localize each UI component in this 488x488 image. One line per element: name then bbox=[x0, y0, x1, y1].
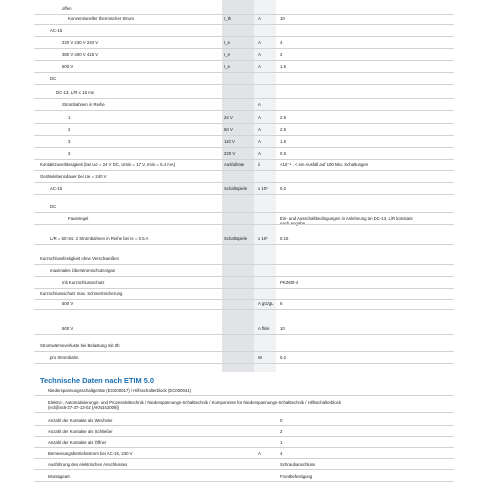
row-symbol: 60 V bbox=[224, 127, 233, 132]
row-label: maximales Überstromschutzorgan bbox=[50, 268, 116, 273]
row-value: 0.2 bbox=[280, 186, 286, 191]
etim-row-value: 1 bbox=[280, 440, 283, 445]
row-value: 10 bbox=[280, 16, 285, 21]
row-value: PKZM0-4 bbox=[280, 280, 299, 285]
row-value: 4 bbox=[280, 40, 283, 45]
row-value: <10⁻⁸ , < ein Ausfall auf 100 Mio. Schaltungen bbox=[280, 162, 369, 167]
etim-row-label: Anzahl der Kontakte als Wechsler bbox=[48, 418, 113, 423]
row-value: 1.5 bbox=[280, 139, 286, 144]
row-divider bbox=[34, 363, 454, 364]
row-divider bbox=[34, 60, 454, 61]
row-label: 2 bbox=[68, 127, 71, 132]
row-label: Stromwärmeverluste bei Belastung mit Ith bbox=[40, 343, 120, 348]
row-label: 1 bbox=[68, 115, 71, 120]
etim-row-label: (ecl@ss8-27-37-13-02 [AKN342009]) bbox=[48, 405, 119, 410]
row-symbol: I_th bbox=[224, 16, 232, 21]
row-label: 500 V bbox=[62, 64, 74, 69]
row-divider bbox=[34, 135, 454, 136]
etim-row-label: Anzahl der Kontakte als Öffner bbox=[48, 440, 107, 445]
row-label: DC bbox=[50, 204, 57, 209]
row-label: Faustregel bbox=[68, 216, 89, 221]
row-symbol: I_e bbox=[224, 40, 230, 45]
row-divider bbox=[34, 14, 454, 15]
row-divider bbox=[34, 334, 454, 335]
etim-row-value: 2 bbox=[280, 429, 283, 434]
row-symbol: I_e bbox=[224, 64, 230, 69]
etim-row-label: Anzahl der Kontakte als Schließer bbox=[48, 429, 113, 434]
etim-row-label: Montageart bbox=[48, 474, 70, 479]
row-value: Ein- und Ausschaltbedingungen in Anlehnung an DC-13, L/R konstant nach Angabe bbox=[280, 216, 413, 226]
etim-section-title: Technische Daten nach ETIM 5.0 bbox=[40, 376, 155, 385]
row-value: 2.5 bbox=[280, 115, 286, 120]
row-divider bbox=[34, 182, 454, 183]
row-label: Kurzschlussfestigkeit ohne Verschweißen bbox=[40, 256, 120, 261]
etim-row-label: Bemessungsbetriebsstrom bei AC-15, 230 V bbox=[48, 451, 133, 456]
row-unit: x 10⁶ bbox=[258, 186, 268, 191]
etim-row-divider bbox=[34, 481, 454, 482]
etim-row-divider bbox=[34, 412, 454, 413]
row-unit: A bbox=[258, 102, 261, 107]
row-symbol: I_e bbox=[224, 52, 230, 57]
etim-row-divider bbox=[34, 436, 454, 437]
row-divider bbox=[34, 224, 454, 225]
row-label: 500 V bbox=[62, 326, 74, 331]
row-label: mit Kurzschlussschutz bbox=[62, 280, 105, 285]
row-divider bbox=[34, 72, 454, 73]
row-divider bbox=[34, 264, 454, 265]
row-divider bbox=[34, 351, 454, 352]
etim-row-divider bbox=[34, 395, 454, 396]
row-label: DC bbox=[50, 76, 57, 81]
row-divider bbox=[34, 48, 454, 49]
row-label: offen bbox=[62, 6, 72, 11]
etim-row-value: Frontbefestigung bbox=[280, 474, 313, 479]
etim-row-divider bbox=[34, 425, 454, 426]
row-divider bbox=[34, 170, 454, 171]
etim-row-label: Ausführung des elektrischen Anschlusses bbox=[48, 462, 128, 467]
row-label: L/R = 50 ms: 2 Strombahnen in Reihe bei Ie = 0.5 A bbox=[50, 236, 149, 241]
row-unit: A bbox=[258, 40, 261, 45]
row-value: 0.5 bbox=[280, 151, 286, 156]
row-unit: A bbox=[258, 127, 261, 132]
row-divider bbox=[34, 159, 454, 160]
row-symbol: Schaltspiele bbox=[224, 236, 248, 241]
row-label: 3 bbox=[68, 139, 71, 144]
row-divider bbox=[34, 24, 454, 25]
row-label: AC-15 bbox=[50, 186, 63, 191]
row-value: 1.5 bbox=[280, 64, 286, 69]
row-symbol: Schaltspiele bbox=[224, 186, 248, 191]
row-label: Gerätelebensdauer bei Ue = 240 V bbox=[40, 174, 107, 179]
etim-row-value: Schraubanschluss bbox=[280, 462, 316, 467]
row-label: Kurzschlussschutz max. Schmelzsicherung bbox=[40, 291, 123, 296]
row-unit: A bbox=[258, 52, 261, 57]
row-unit: A bbox=[258, 115, 261, 120]
row-symbol: Ausfallrate bbox=[224, 162, 245, 167]
row-label: Strombahnen in Reihe bbox=[62, 102, 105, 107]
row-value: 10 bbox=[280, 326, 285, 331]
row-divider bbox=[34, 147, 454, 148]
row-unit: x 10⁶ bbox=[258, 236, 268, 241]
etim-row-value: 4 bbox=[280, 451, 283, 456]
row-divider bbox=[34, 299, 454, 300]
row-label: DC-13, L/R ≤ 15 ms bbox=[56, 90, 94, 95]
etim-row-divider bbox=[34, 458, 454, 459]
row-unit: λ bbox=[258, 162, 261, 167]
row-unit: W bbox=[258, 355, 263, 360]
row-divider bbox=[34, 288, 454, 289]
row-value: 6 bbox=[280, 301, 283, 306]
row-unit: A bbox=[258, 16, 261, 21]
etim-row-label: Niederspannungsschaltgeräte (EG000017) / Hilfsschalterblock (EC000041) bbox=[48, 388, 192, 393]
etim-row-unit: A bbox=[258, 451, 261, 456]
etim-row-value: 0 bbox=[280, 418, 283, 423]
row-divider bbox=[34, 110, 454, 111]
row-label: Kontaktzuverlässigkeit (bei Ue = 24 V DC, Umin = 17 V, Imin = 5.4 mA) bbox=[40, 162, 176, 167]
row-unit: A bbox=[258, 151, 261, 156]
row-label: Konventioneller thermischer Strom bbox=[68, 16, 134, 21]
row-symbol: 24 V bbox=[224, 115, 233, 120]
row-value: 2.5 bbox=[280, 127, 286, 132]
row-label: 3 bbox=[68, 151, 71, 156]
row-value: 0.15 bbox=[280, 236, 289, 241]
row-divider bbox=[34, 212, 454, 213]
row-symbol: 220 V bbox=[224, 151, 236, 156]
row-label: 380 V 400 V 415 V bbox=[62, 52, 99, 57]
row-divider bbox=[34, 84, 454, 85]
row-label: AC-15 bbox=[50, 28, 63, 33]
row-value: 2 bbox=[280, 52, 283, 57]
etim-row-divider bbox=[34, 447, 454, 448]
row-unit: A bbox=[258, 139, 261, 144]
row-label: pro Strombahn bbox=[50, 355, 79, 360]
etim-row-label: Elektro-, Automatisierungs- und Prozessleittechnik / Niederspannungs-Schalttechnik / Komponente für Niederspannungs-Schalttechnik / Hilfsschalterblock bbox=[48, 400, 342, 405]
row-symbol: 110 V bbox=[224, 139, 235, 144]
row-unit: A bbox=[258, 64, 261, 69]
row-unit: A flink bbox=[258, 326, 270, 331]
row-divider bbox=[34, 309, 454, 310]
row-label: 220 V 230 V 240 V bbox=[62, 40, 99, 45]
row-divider bbox=[34, 98, 454, 99]
row-divider bbox=[34, 244, 454, 245]
row-divider bbox=[34, 276, 454, 277]
row-label: 500 V bbox=[62, 301, 74, 306]
row-divider bbox=[34, 194, 454, 195]
etim-row-divider bbox=[34, 469, 454, 470]
row-divider bbox=[34, 36, 454, 37]
row-unit: A gG/gL bbox=[258, 301, 274, 306]
row-divider bbox=[34, 123, 454, 124]
row-value: 0.2 bbox=[280, 355, 286, 360]
